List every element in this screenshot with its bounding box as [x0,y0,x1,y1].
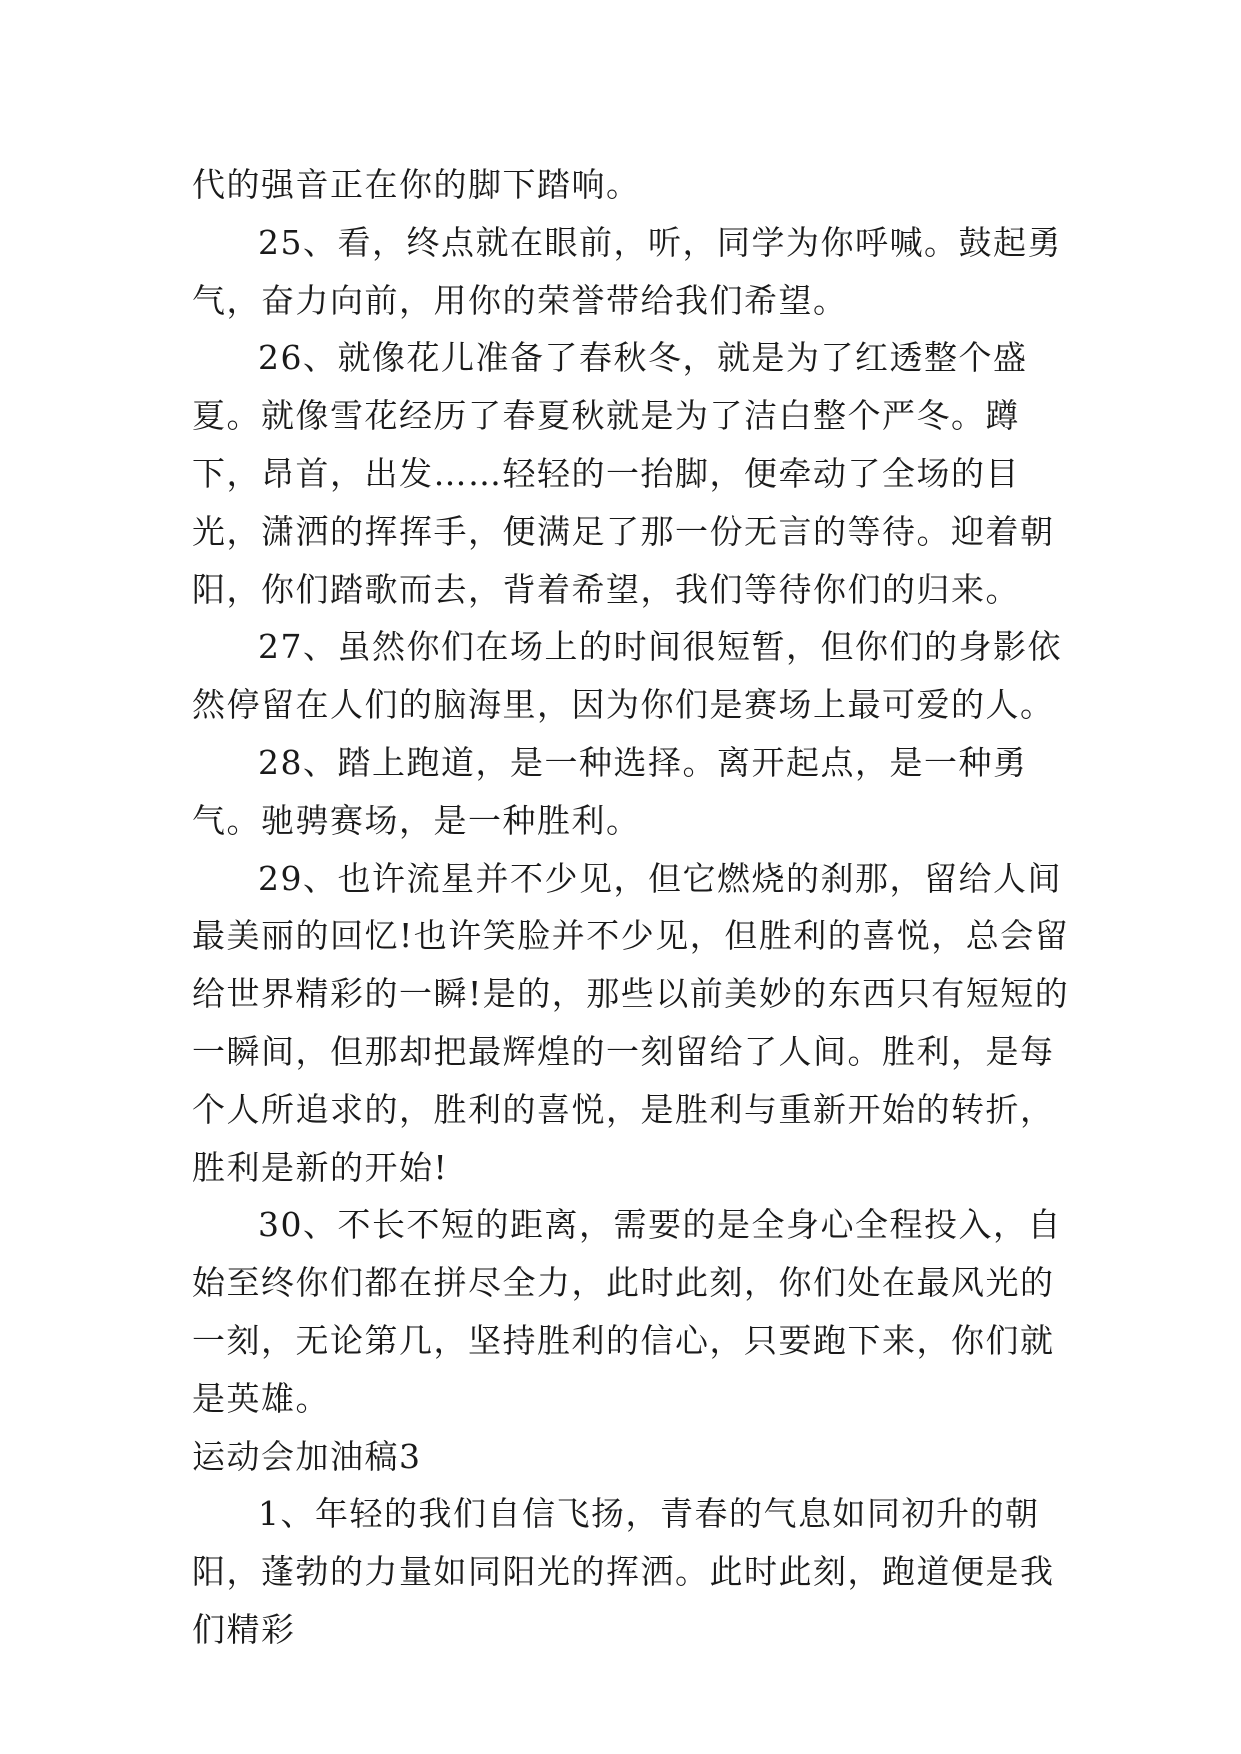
document-body [192,156,1072,1659]
section-heading: 运动会加油稿3 [192,1436,422,1476]
paragraph-item-28: 28、踏上跑道，是一种选择。离开起点，是一种勇气。驰骋赛场，是一种胜利。 [192,742,1028,840]
paragraph-item-26: 26、就像花儿准备了春秋冬，就是为了红透整个盛夏。就像雪花经历了春夏秋就是为了洁白整个严冬。蹲下，昂首，出发……轻轻的一抬脚，便牵动了全场的目光，潇洒的挥挥手，便满足了那一份无言的等待。迎着朝阳，你们踏歌而去，背着希望，我们等待你们的归来。 [192,338,1055,609]
paragraph-continuation: 代的强音正在你的脚下踏响。 [192,165,641,204]
paragraph-item-1: 1、年轻的我们自信飞扬，青春的气息如同初升的朝阳，蓬勃的力量如同阳光的挥洒。此时此刻，跑道便是我们精彩 [192,1494,1055,1649]
paragraph-item-27: 27、虽然你们在场上的时间很短暂，但你们的身影依然停留在人们的脑海里，因为你们是赛场上最可爱的人。 [192,627,1062,725]
paragraph-item-25: 25、看，终点就在眼前，听，同学为你呼喊。鼓起勇气，奋力向前，用你的荣誉带给我们希望。 [192,222,1062,320]
paragraph-item-29: 29、也许流星并不少见，但它燃烧的刹那，留给人间最美丽的回忆!也许笑脸并不少见，但胜利的喜悦，总会留给世界精彩的一瞬!是的，那些以前美妙的东西只有短短的一瞬间，但那却把最辉煌的一刻留给了人间。胜利，是每个人所追求的，胜利的喜悦，是胜利与重新开始的转折，胜利是新的开始! [192,858,1070,1187]
paragraph-item-30: 30、不长不短的距离，需要的是全身心全程投入，自始至终你们都在拼尽全力，此时此刻，你们处在最风光的一刻，无论第几，坚持胜利的信心，只要跑下来，你们就是英雄。 [192,1205,1062,1418]
